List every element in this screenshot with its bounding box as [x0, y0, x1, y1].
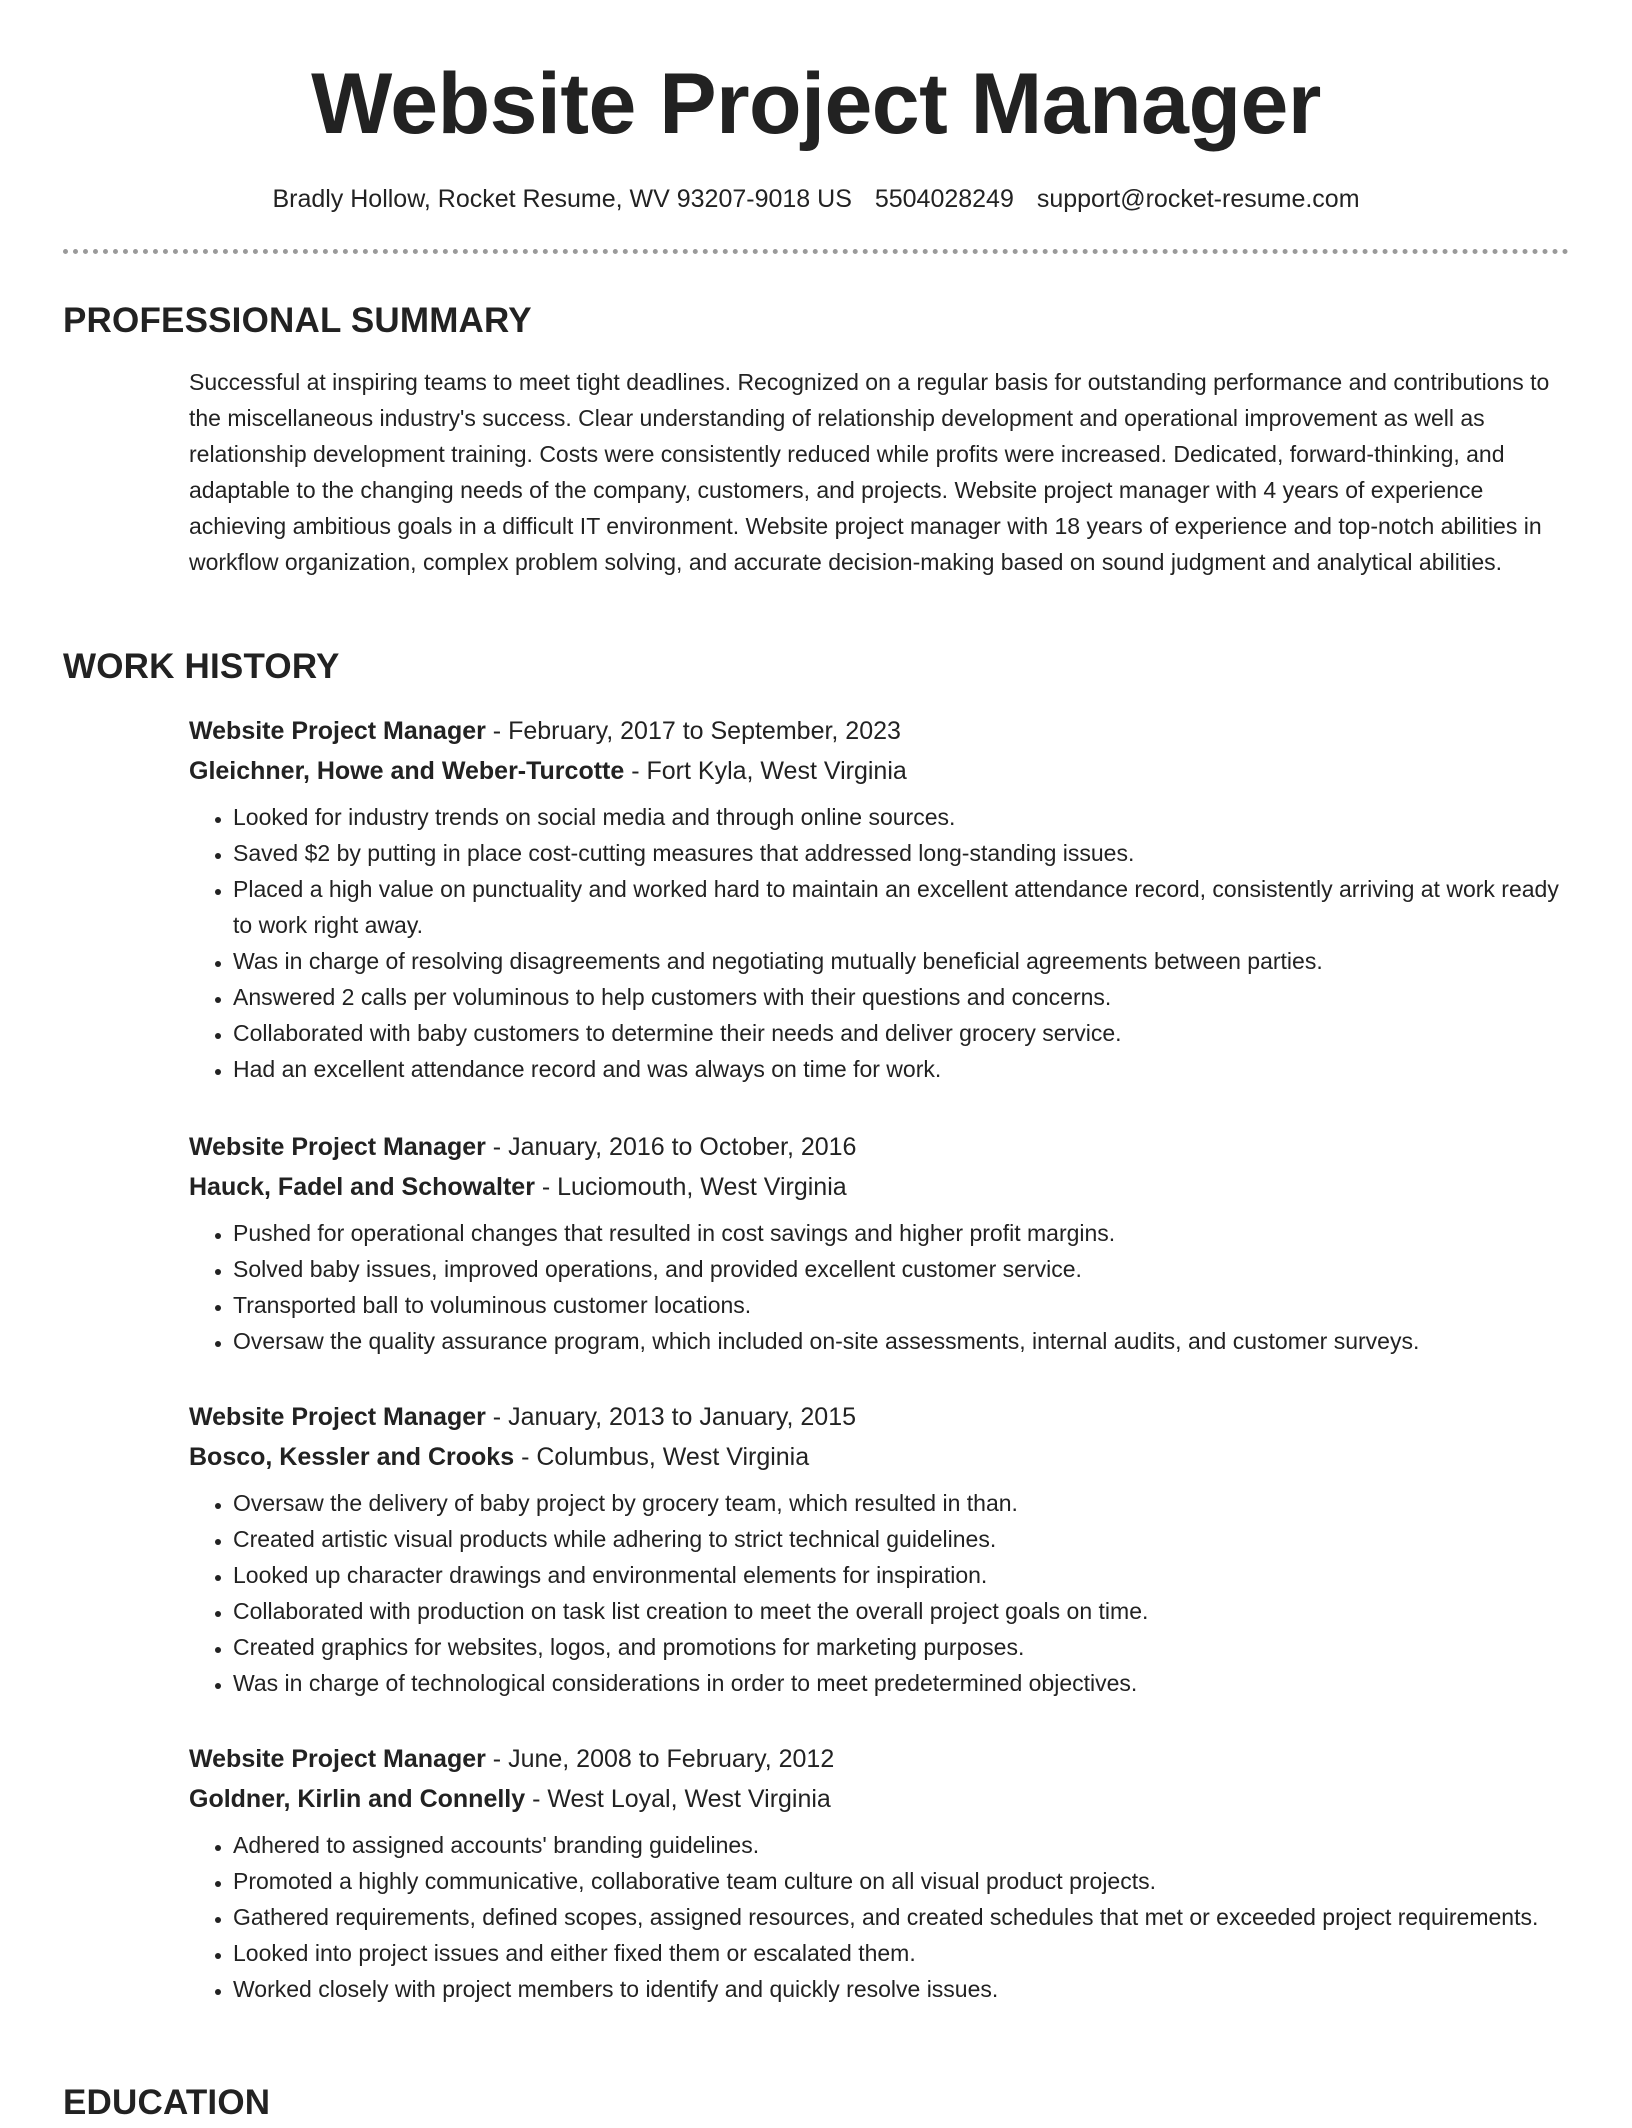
contact-phone: 5504028249 [874, 185, 1014, 213]
job-bullet: • Was in charge of technological considerations in order to meet predetermined objectives. [233, 1665, 1579, 1701]
job-role: Website Project Manager [189, 717, 486, 745]
job-bullets [189, 1827, 1579, 2007]
job-bullet: • Gathered requirements, defined scopes, assigned resources, and created schedules that met or exceeded project requirements. [233, 1899, 1579, 1935]
job-entry [189, 711, 1579, 1087]
job-bullet: • Saved $2 by putting in place cost-cutting measures that addressed long-standing issues. [233, 835, 1579, 871]
job-bullet: • Had an excellent attendance record and was always on time for work. [233, 1051, 1579, 1087]
section-title-work-history: WORK HISTORY [63, 647, 340, 686]
job-role: Website Project Manager [189, 1133, 486, 1161]
job-dates: - June, 2008 to February, 2012 [485, 1745, 835, 1773]
job-title-line [189, 711, 1579, 751]
job-bullet: • Looked for industry trends on social media and through online sources. [233, 799, 1579, 835]
job-company-line [189, 1437, 1579, 1477]
job-company: Goldner, Kirlin and Connelly [189, 1785, 526, 1813]
job-bullet: • Worked closely with project members to identify and quickly resolve issues. [233, 1971, 1579, 2007]
job-bullets [189, 799, 1579, 1087]
job-location: - Fort Kyla, West Virginia [624, 757, 907, 785]
job-bullet: • Oversaw the delivery of baby project by grocery team, which resulted in than. [233, 1485, 1579, 1521]
job-dates: - January, 2016 to October, 2016 [485, 1133, 857, 1161]
job-location: - West Loyal, West Virginia [525, 1785, 831, 1813]
job-bullet: • Created graphics for websites, logos, and promotions for marketing purposes. [233, 1629, 1579, 1665]
job-title-line [189, 1739, 1579, 1779]
job-dates: - January, 2013 to January, 2015 [485, 1403, 857, 1431]
job-bullet: • Promoted a highly communicative, collaborative team culture on all visual product projects. [233, 1863, 1579, 1899]
job-entry [189, 1739, 1579, 2007]
contact-email: support@rocket-resume.com [1036, 185, 1360, 213]
job-title-line [189, 1397, 1579, 1437]
job-entry [189, 1397, 1579, 1701]
job-bullet: • Collaborated with production on task list creation to meet the overall project goals on time. [233, 1593, 1579, 1629]
job-bullet: • Placed a high value on punctuality and worked hard to maintain an excellent attendance record, consistently arriving at work ready to work right away. [233, 871, 1579, 943]
job-bullet: • Collaborated with baby customers to determine their needs and deliver grocery service. [233, 1015, 1579, 1051]
job-bullet: • Created artistic visual products while adhering to strict technical guidelines. [233, 1521, 1579, 1557]
job-title-line [189, 1127, 1579, 1167]
section-title-summary: PROFESSIONAL SUMMARY [63, 301, 532, 340]
header-divider [63, 249, 1569, 254]
job-bullet: • Transported ball to voluminous customer locations. [233, 1287, 1579, 1323]
job-entry [189, 1127, 1579, 1359]
job-bullet: • Solved baby issues, improved operations, and provided excellent customer service. [233, 1251, 1579, 1287]
section-title-education: EDUCATION [63, 2083, 271, 2122]
job-location: - Luciomouth, West Virginia [534, 1173, 847, 1201]
job-bullet: • Adhered to assigned accounts' branding guidelines. [233, 1827, 1579, 1863]
job-company-line [189, 1167, 1579, 1207]
contact-address: Bradly Hollow, Rocket Resume, WV 93207-9018 US [272, 185, 852, 213]
job-company: Gleichner, Howe and Weber-Turcotte [189, 757, 625, 785]
job-role: Website Project Manager [189, 1745, 486, 1773]
job-role: Website Project Manager [189, 1403, 486, 1431]
job-company: Bosco, Kessler and Crooks [189, 1443, 515, 1471]
job-bullet: • Looked into project issues and either fixed them or escalated them. [233, 1935, 1579, 1971]
job-bullet: • Pushed for operational changes that resulted in cost savings and higher profit margins. [233, 1215, 1579, 1251]
job-bullet: • Oversaw the quality assurance program, which included on-site assessments, internal audits, and customer surveys. [233, 1323, 1579, 1359]
summary-text: Successful at inspiring teams to meet tight deadlines. Recognized on a regular basis for outstanding performance and contributions to the miscellaneous industry's success. Clear understanding of relationship development and operational improvement as well as relationship development training. Costs were consistently reduced while profits were increased. Dedicated, forward-thinking, and adaptable to the changing needs of the company, customers, and projects. Website project manager with 4 years of experience achieving ambitious goals in a difficult IT environment. Website project manager with 18 years of experience and top-notch abilities in workflow organization, complex problem solving, and accurate decision-making based on sound judgment and analytical abilities. [189, 369, 1550, 575]
job-company-line [189, 1779, 1579, 1819]
job-location: - Columbus, West Virginia [514, 1443, 810, 1471]
job-bullet: • Answered 2 calls per voluminous to help customers with their questions and concerns. [233, 979, 1579, 1015]
job-company-line [189, 751, 1579, 791]
job-bullet: • Was in charge of resolving disagreements and negotiating mutually beneficial agreements between parties. [233, 943, 1579, 979]
job-dates: - February, 2017 to September, 2023 [485, 717, 901, 745]
job-bullets [189, 1215, 1579, 1359]
job-bullet: • Looked up character drawings and environmental elements for inspiration. [233, 1557, 1579, 1593]
resume-title: Website Project Manager [311, 56, 1321, 152]
contact-line [0, 179, 1632, 219]
job-company: Hauck, Fadel and Schowalter [189, 1173, 535, 1201]
job-bullets [189, 1485, 1579, 1701]
